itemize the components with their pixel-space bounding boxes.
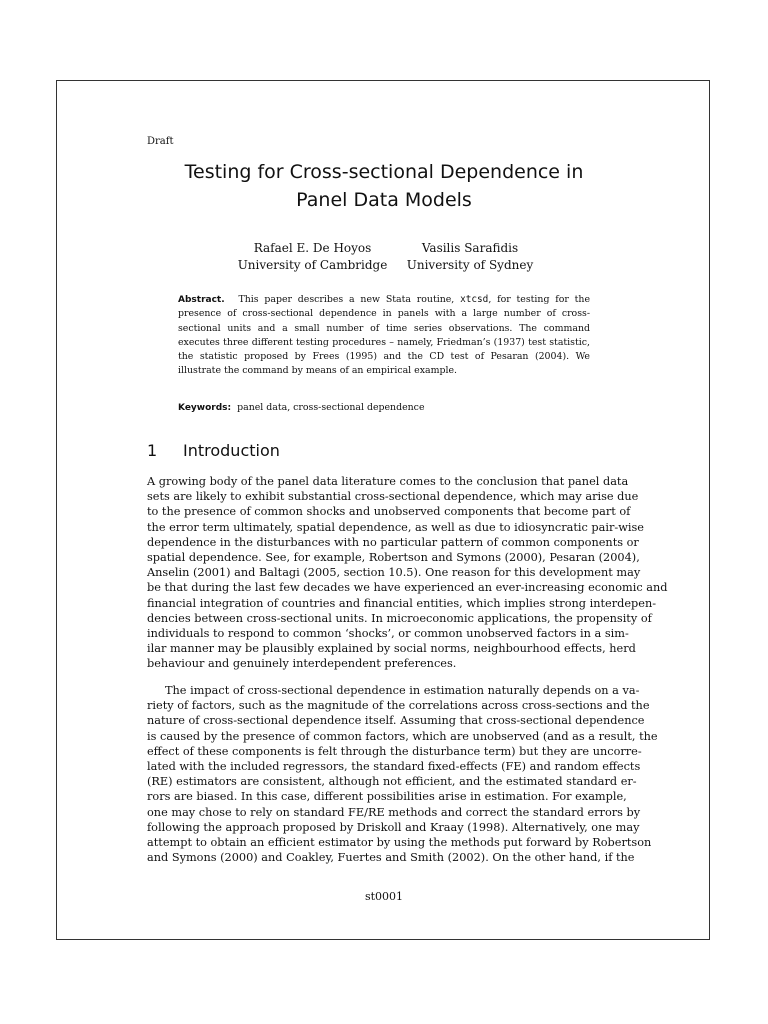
- paragraph-line: attempt to obtain an efficient estimator by using the methods put forward by Robertson: [147, 836, 652, 850]
- paragraph-1: [147, 474, 668, 672]
- abstract-label: Abstract.: [178, 295, 225, 305]
- section-number: 1: [147, 441, 158, 460]
- paragraph-line: A growing body of the panel data literature comes to the conclusion that panel data: [147, 475, 629, 488]
- author-1-affiliation: University of Cambridge: [237, 258, 388, 272]
- author-2: [405, 240, 535, 274]
- paragraph-line: the error term ultimately, spatial dependence, as well as due to idiosyncratic pair-wise: [147, 520, 644, 534]
- paragraph-line: nature of cross-sectional dependence itself. Assuming that cross-sectional dependence: [147, 714, 645, 728]
- paragraph-line: is caused by the presence of common factors, which are unobserved (and as a result, the: [147, 729, 658, 743]
- keywords: [178, 402, 598, 413]
- paragraph-line: one may chose to rely on standard FE/RE methods and correct the standard errors by: [147, 805, 641, 819]
- paragraph-line: individuals to respond to common ‘shocks’, or common unobserved factors in a sim-: [147, 627, 629, 641]
- paragraph-line: Anselin (2001) and Baltagi (2005, section 10.5). One reason for this development may: [147, 566, 641, 580]
- paragraph-line: lated with the included regressors, the standard fixed-effects (FE) and random effects: [147, 760, 641, 774]
- section-heading: [147, 441, 280, 460]
- paragraph-line: ilar manner may be plausibly explained by social norms, neighbourhood effects, herd: [147, 642, 636, 656]
- paragraph-2: [147, 683, 658, 865]
- paper-title-line-2: Panel Data Models: [296, 189, 472, 211]
- page-footer-id: st0001: [364, 890, 404, 903]
- paragraph-line: dependence in the disturbances with no particular pattern of common components or: [147, 535, 639, 549]
- paragraph-line: sets are likely to exhibit substantial cross-sectional dependence, which may arise due: [147, 490, 639, 504]
- paragraph-line: and Symons (2000) and Coakley, Fuertes and Smith (2002). On the other hand, if the: [147, 851, 635, 865]
- paragraph-line: dencies between cross-sectional units. In microeconomic applications, the propensity of: [147, 611, 652, 625]
- author-2-affiliation: University of Sydney: [406, 258, 534, 272]
- section-title: Introduction: [183, 441, 280, 460]
- paragraph-line: be that during the last few decades we have experienced an ever-increasing economic and: [147, 581, 668, 595]
- abstract-code-xtcsd: xtcsd: [460, 294, 489, 305]
- abstract: [178, 293, 590, 379]
- paragraph-line: rors are biased. In this case, different possibilities arise in estimation. For example,: [147, 790, 627, 804]
- paragraph-line: to the presence of common shocks and unobserved components that become part of: [147, 505, 631, 519]
- paragraph-line: (RE) estimators are consistent, although not efficient, and the estimated standard er-: [147, 775, 637, 789]
- paragraph-line: financial integration of countries and financial entities, which implies strong interdepen-: [147, 596, 657, 610]
- author-1: [230, 240, 395, 274]
- keywords-text: panel data, cross-sectional dependence: [237, 402, 425, 413]
- paragraph-line: effect of these components is felt through the disturbance term) but they are uncorre-: [147, 744, 642, 758]
- paragraph-line: riety of factors, such as the magnitude of the correlations across cross-sections and the: [147, 699, 650, 713]
- paragraph-line: following the approach proposed by Driskoll and Kraay (1998). Alternatively, one may: [147, 820, 640, 834]
- author-2-name: Vasilis Sarafidis: [421, 241, 519, 255]
- paragraph-line: behaviour and genuinely interdependent preferences.: [147, 657, 457, 671]
- paragraph-line: spatial dependence. See, for example, Robertson and Symons (2000), Pesaran (2004),: [147, 551, 640, 565]
- paper-title: [100, 158, 668, 214]
- abstract-text-after-code: , for testing for the presence of cross-sectional dependence in panels with a large number of cross-sectional units and a small number of time series observations. The command executes three different testing procedures – namely, Friedman’s (1937) test statistic, the statistic proposed by Frees (1995) and the CD test of Pesaran (2004). We illustrate the command by means of an empirical example.: [178, 294, 590, 377]
- abstract-text-before-code: This paper describes a new Stata routine,: [238, 294, 455, 305]
- keywords-label: Keywords:: [178, 403, 232, 413]
- paragraph-line: The impact of cross-sectional dependence in estimation naturally depends on a va-: [165, 684, 640, 697]
- paper-title-line-1: Testing for Cross-sectional Dependence in: [184, 161, 584, 183]
- author-1-name: Rafael E. De Hoyos: [253, 241, 372, 255]
- draft-label: Draft: [147, 136, 174, 147]
